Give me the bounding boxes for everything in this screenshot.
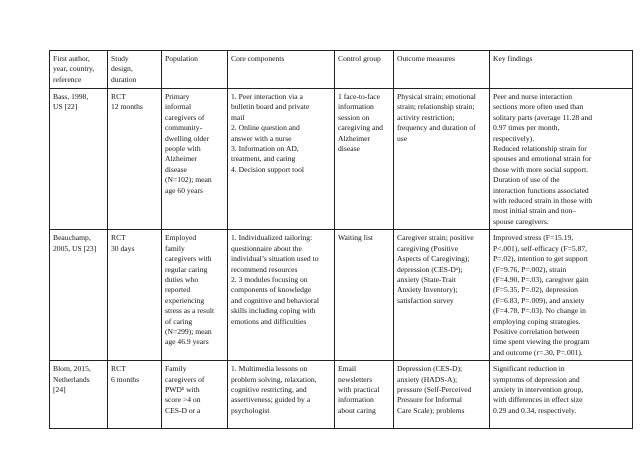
cell-text-line: cognitive restricting, and: [231, 384, 307, 394]
cell-text-line: strain; relationship strain;: [397, 102, 475, 112]
cell-text-line: (F=5.35, P=.02), depression: [493, 285, 578, 295]
cell-text-line: Caregiver strain; positive: [397, 233, 474, 243]
cell-text-line: activity restriction;: [397, 112, 455, 122]
author-cell: [50, 230, 108, 361]
cell-text-line: skills including coping with: [231, 306, 316, 316]
cell-text-line: caregiving and: [338, 123, 383, 133]
cell-text-line: Waiting list: [338, 233, 374, 243]
cell-text-line: Bass, 1998,: [53, 92, 89, 101]
design-cell: [108, 230, 162, 361]
cell-text-line: 1. Peer interaction via a: [231, 92, 303, 101]
cell-text-line: bulletin board and private: [231, 102, 310, 112]
key-findings-cell: [490, 89, 633, 230]
cell-text-line: problem solving, relaxation,: [231, 374, 317, 384]
cell-text-line: Family: [165, 364, 187, 374]
cell-text-line: Blom, 2015,: [53, 364, 91, 374]
table-row: [50, 361, 633, 429]
table-body: [50, 51, 633, 429]
population-cell: [162, 230, 228, 361]
outcome-measures-cell: [394, 361, 490, 429]
author-cell: [50, 361, 108, 429]
cell-text-line: spouses and emotional strain for: [493, 154, 592, 164]
cell-text-line: year, country,: [53, 64, 95, 74]
population-cell: [162, 361, 228, 429]
cell-text-line: reported: [165, 285, 191, 295]
cell-text-line: with reduced strain in those with: [493, 196, 593, 206]
cell-text-line: caregivers of: [165, 374, 205, 384]
cell-text-line: those with more social support.: [493, 164, 589, 174]
cell-text-line: P<.001), self-efficacy (F=5.87,: [493, 243, 588, 253]
cell-text-line: questionnaire about the: [231, 243, 302, 253]
cell-text-line: Netherlands: [53, 374, 90, 384]
cell-text-line: stress as a result: [165, 306, 215, 316]
cell-text-line: experiencing: [165, 295, 205, 305]
table-row: [50, 230, 633, 361]
cell-text-line: Care Scale); problems: [397, 405, 465, 415]
cell-text-line: anxiety in intervention group,: [493, 384, 584, 394]
cell-text-line: dwelling older: [165, 133, 210, 143]
cell-text-line: 3. Information on AD,: [231, 144, 299, 154]
cell-text-line: people with: [165, 144, 201, 154]
control-group-cell: [335, 230, 394, 361]
cell-text-line: information: [338, 395, 374, 405]
cell-text-line: most initial strain and non–: [493, 206, 577, 216]
cell-text-line: 1 face-to-face: [338, 92, 380, 101]
cell-text-line: Population: [165, 54, 198, 63]
cell-text-line: 2005, US [23]: [53, 243, 97, 253]
study-table: [49, 50, 633, 429]
cell-text-line: solitary parts (average 11.28 and: [493, 112, 593, 122]
cell-text-line: time spent viewing the program: [493, 337, 590, 347]
table-row: [50, 89, 633, 230]
cell-text-line: and cognitive and behavioral: [231, 295, 319, 305]
cell-text-line: 2. 3 modules focusing on: [231, 274, 308, 284]
cell-text-line: answer with a nurse: [231, 133, 292, 143]
cell-text-line: Beauchamp,: [53, 233, 91, 243]
header-design-cell: [108, 51, 162, 89]
core-components-cell: [228, 89, 335, 230]
cell-text-line: Aspects of Caregiving);: [397, 254, 470, 264]
key-findings-cell: [490, 361, 633, 429]
cell-text-line: Positive correlation between: [493, 326, 580, 336]
cell-text-line: Core components: [231, 54, 285, 63]
cell-text-line: (F=6.83, P=.009), and anxiety: [493, 295, 585, 305]
cell-text-line: 4. Decision support tool: [231, 164, 304, 174]
cell-text-line: duties who: [165, 274, 199, 284]
cell-text-line: disease: [338, 144, 360, 154]
cell-text-line: anxiety (HADS-A);: [397, 374, 458, 384]
cell-text-line: employing coping strategies.: [493, 316, 581, 326]
cell-text-line: informal: [165, 102, 192, 112]
cell-text-line: Key findings: [493, 54, 533, 63]
author-cell: [50, 89, 108, 230]
control-group-cell: [335, 361, 394, 429]
cell-text-line: (F=4.78, P=.03). No change in: [493, 306, 586, 316]
header-population-cell: [162, 51, 228, 89]
cell-text-line: Email: [338, 364, 357, 374]
cell-text-line: respectively).: [493, 133, 535, 143]
cell-text-line: CES-D or a: [165, 405, 201, 415]
cell-text-line: depression (CES-Dᵃ);: [397, 264, 463, 274]
outcome-measures-cell: [394, 230, 490, 361]
cell-text-line: anxiety (State-Trait: [397, 274, 456, 284]
cell-text-line: Alzheimer: [165, 154, 198, 164]
cell-text-line: symptoms of depression and: [493, 374, 580, 384]
cell-text-line: PWDᵇ with: [165, 384, 200, 394]
cell-text-line: 1. Multimedia lessons on: [231, 364, 308, 374]
cell-text-line: Depression (CES-D);: [397, 364, 463, 374]
cell-text-line: Reduced relationship strain for: [493, 144, 587, 154]
key-findings-cell: [490, 230, 633, 361]
design-cell: [108, 361, 162, 429]
cell-text-line: Study: [111, 54, 129, 63]
cell-text-line: caregivers of: [165, 112, 205, 122]
cell-text-line: Employed: [165, 233, 197, 243]
cell-text-line: session on: [338, 112, 370, 122]
cell-text-line: score >4 on: [165, 395, 201, 405]
cell-text-line: frequency and duration of: [397, 123, 476, 133]
cell-text-line: age 46.9 years: [165, 337, 209, 347]
cell-text-line: satisfaction survey: [397, 295, 454, 305]
population-cell: [162, 89, 228, 230]
cell-text-line: treatment, and caring: [231, 154, 296, 164]
cell-text-line: 2. Online question and: [231, 123, 300, 133]
cell-text-line: Significant reduction in: [493, 364, 565, 374]
core-components-cell: [228, 361, 335, 429]
cell-text-line: Primary: [165, 92, 190, 101]
header-control-group-cell: [335, 51, 394, 89]
cell-text-line: RCT: [111, 92, 126, 101]
cell-text-line: information: [338, 102, 374, 112]
header-core-components-cell: [228, 51, 335, 89]
cell-text-line: age 60 years: [165, 185, 203, 195]
cell-text-line: pressure (Self-Perceived: [397, 384, 472, 394]
cell-text-line: 6 months: [111, 374, 140, 384]
cell-text-line: (N=299); mean: [165, 326, 212, 336]
cell-text-line: 1. Individualized tailoring:: [231, 233, 313, 243]
cell-text-line: (F=4.90, P=.03), caregiver gain: [493, 274, 589, 284]
cell-text-line: Improved stress (F=15.19,: [493, 233, 574, 243]
cell-text-line: recommend resources: [231, 264, 298, 274]
cell-text-line: (N=102); mean: [165, 175, 212, 185]
cell-text-line: Duration of use of the: [493, 175, 560, 185]
cell-text-line: mail: [231, 112, 245, 122]
cell-text-line: US [22]: [53, 102, 78, 112]
cell-text-line: First author,: [53, 54, 90, 63]
cell-text-line: emotions and difficulties: [231, 316, 307, 326]
cell-text-line: duration: [111, 74, 137, 84]
cell-text-line: sections more often used than: [493, 102, 584, 112]
cell-text-line: Physical strain; emotional: [397, 92, 476, 101]
cell-text-line: regular caring: [165, 264, 208, 274]
core-components-cell: [228, 230, 335, 361]
cell-text-line: Outcome measures: [397, 54, 455, 63]
table-header-row: [50, 51, 633, 89]
cell-text-line: components of knowledge: [231, 285, 312, 295]
header-outcome-measures-cell: [394, 51, 490, 89]
cell-text-line: RCT: [111, 233, 126, 243]
cell-text-line: disease: [165, 164, 187, 174]
cell-text-line: with practical: [338, 384, 380, 394]
cell-text-line: [24]: [53, 384, 66, 394]
cell-text-line: caregiving (Positive: [397, 243, 458, 253]
header-key-findings-cell: [490, 51, 633, 89]
cell-text-line: assertiveness; guided by a: [231, 395, 311, 405]
cell-text-line: and outcome (r=.30, P=.001).: [493, 347, 583, 357]
cell-text-line: with differences in effect size: [493, 395, 583, 405]
cell-text-line: 0.97 times per month,: [493, 123, 560, 133]
cell-text-line: newsletters: [338, 374, 373, 384]
cell-text-line: family: [165, 243, 185, 253]
cell-text-line: Anxiety Inventory);: [397, 285, 458, 295]
header-author-cell: [50, 51, 108, 89]
outcome-measures-cell: [394, 89, 490, 230]
cell-text-line: Peer and nurse interaction: [493, 92, 573, 101]
cell-text-line: (F=9.76, P=.002), strain: [493, 264, 567, 274]
cell-text-line: of caring: [165, 316, 193, 326]
design-cell: [108, 89, 162, 230]
cell-text-line: reference: [53, 74, 82, 84]
cell-text-line: Pressure for Informal: [397, 395, 462, 405]
cell-text-line: P=.02), intention to get support: [493, 254, 588, 264]
cell-text-line: spouse caregivers.: [493, 216, 549, 226]
cell-text-line: psychologist: [231, 405, 270, 415]
cell-text-line: community-: [165, 123, 203, 133]
cell-text-line: 0.29 and 0.34, respectively.: [493, 405, 577, 415]
cell-text-line: individual’s situation used to: [231, 254, 319, 264]
cell-text-line: use: [397, 133, 408, 143]
cell-text-line: interaction functions associated: [493, 185, 589, 195]
cell-text-line: 12 months: [111, 102, 143, 112]
cell-text-line: caregivers with: [165, 254, 212, 264]
cell-text-line: RCT: [111, 364, 126, 374]
cell-text-line: design,: [111, 64, 133, 74]
cell-text-line: about caring: [338, 405, 376, 415]
control-group-cell: [335, 89, 394, 230]
cell-text-line: Alzheimer: [338, 133, 371, 143]
cell-text-line: 30 days: [111, 243, 135, 253]
cell-text-line: Control group: [338, 54, 381, 63]
